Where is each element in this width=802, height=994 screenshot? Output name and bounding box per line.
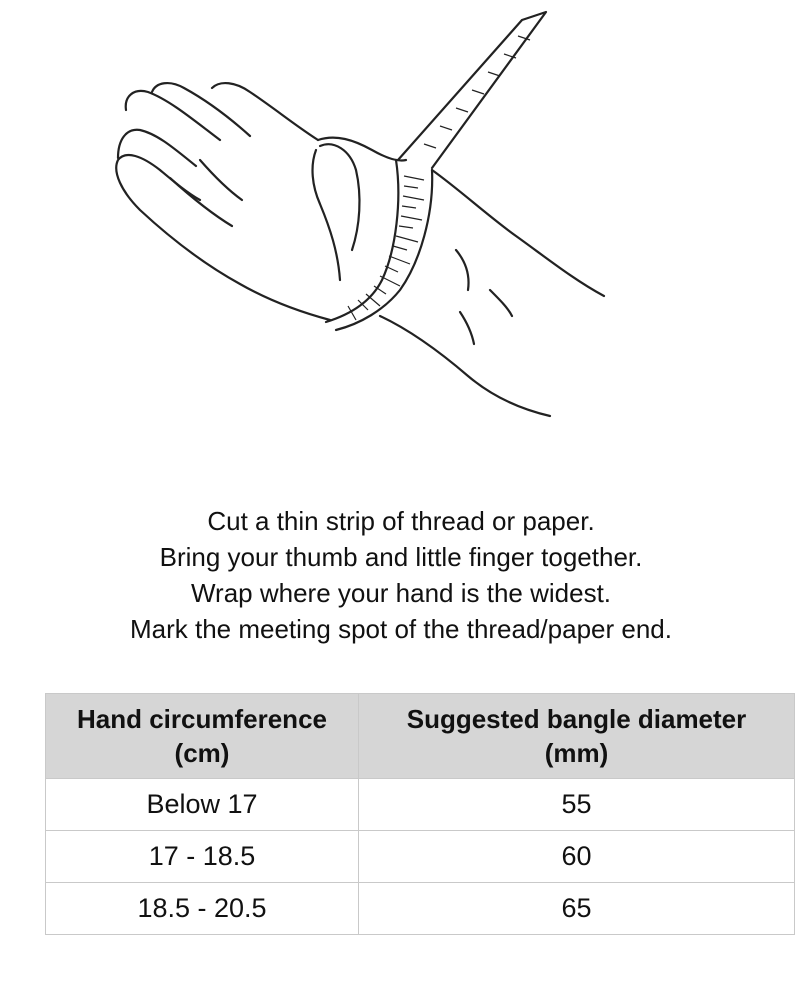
cell-circumference: 17 - 18.5 (46, 831, 359, 883)
cell-diameter: 55 (359, 779, 795, 831)
header-label: Suggested bangle diameter (406, 704, 747, 734)
cell-circumference: Below 17 (46, 779, 359, 831)
cell-diameter: 65 (359, 883, 795, 935)
instruction-line: Cut a thin strip of thread or paper. (207, 506, 595, 536)
instruction-line: Mark the meeting spot of the thread/paper end. (129, 614, 672, 644)
header-hand-circumference (46, 694, 359, 779)
header-unit: (cm) (174, 738, 230, 768)
instruction-line: Wrap where your hand is the widest. (190, 578, 612, 608)
instructions (0, 503, 802, 647)
header-label: Hand circumference (77, 704, 327, 734)
table-row (46, 883, 795, 935)
instruction-line: Bring your thumb and little finger together. (159, 542, 643, 572)
header-bangle-diameter (359, 694, 795, 779)
cell-circumference: 18.5 - 20.5 (46, 883, 359, 935)
hand-measuring-tape-icon (0, 0, 802, 470)
cell-diameter: 60 (359, 831, 795, 883)
table-row (46, 831, 795, 883)
size-table (45, 693, 795, 935)
header-unit: (mm) (544, 738, 609, 768)
table-header-row (46, 694, 795, 779)
table-row (46, 779, 795, 831)
